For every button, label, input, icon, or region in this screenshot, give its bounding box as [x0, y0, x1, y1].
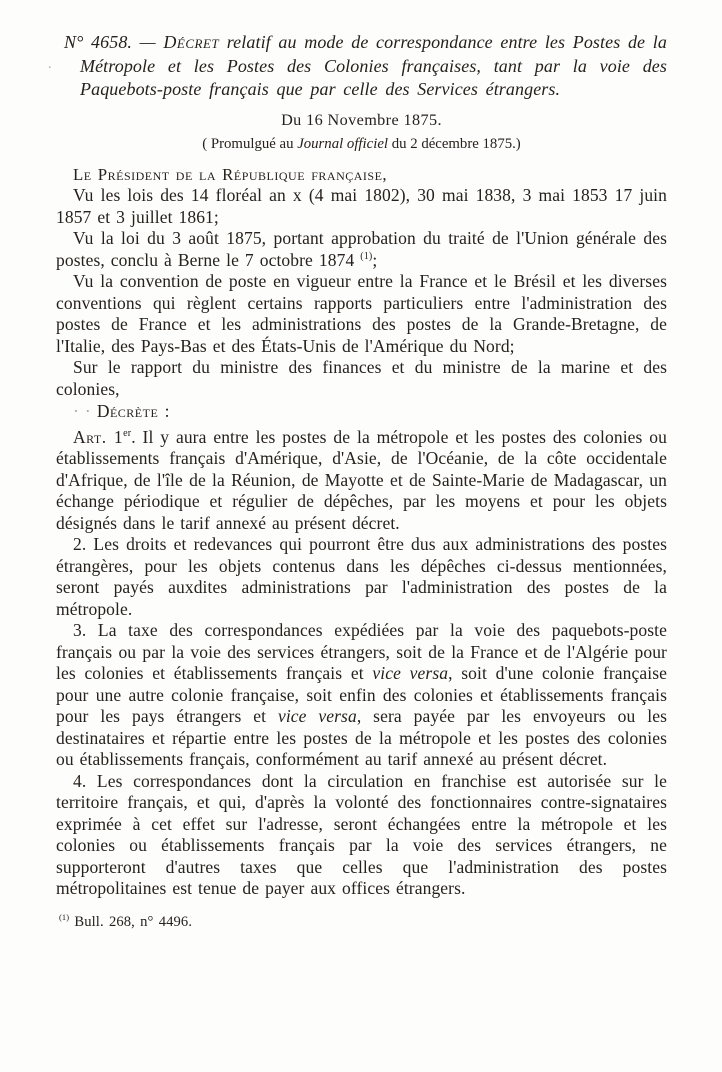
promulgation-open: ( Promulgué au: [202, 135, 294, 152]
article-1-ordinal: er: [123, 427, 132, 439]
decree-heading: [64, 31, 667, 102]
visa-2-text: Vu la loi du 3 août 1875, portant approbation du traité de l'Union générale des postes, conclu à Berne le 7 octobre 1874: [56, 228, 667, 270]
article-3-paragraph: [56, 620, 667, 771]
journal-officiel-title: Journal officiel: [297, 135, 389, 152]
vice-versa-1: vice versa: [372, 663, 449, 683]
vice-versa-2: vice versa: [277, 706, 357, 726]
promulgation-close: du 2 décembre 1875.): [391, 135, 521, 152]
decree-title: relatif au mode de correspondance entre les Postes de la Métropole et les Postes des Colonies françaises, tant par la voie des Paquebots-poste français que par celle des Services étrangers.: [80, 32, 667, 99]
article-1-label: Art. 1: [73, 426, 124, 447]
visa-2-end: ;: [372, 249, 378, 270]
visa-paragraph-3: Vu la convention de poste en vigueur entre la France et le Brésil et les diverses conventions qui règlent certains rapports particuliers entre l'administration des postes de France et les administrations des postes de la Grande-Bretagne, de l'Italie, des Pays-Bas et des États-Unis de l'Amérique du Nord;: [56, 271, 667, 356]
decrete-paragraph: [56, 401, 667, 423]
article-4-paragraph: 4. Les correspondances dont la circulation en franchise est autorisée sur le territoire français, et qui, d'après la volonté des fonctionnaires contre-signataires exprimée à cet effet sur l'adresse, seront échangées entre la métropole et les colonies ou établissements français par la voie des services étrangers, ne supporteront d'autres taxes que celles que l'administration des postes métropolitaines est tenue de payer aux offices étrangers.: [56, 770, 667, 898]
visa-paragraph-2: [56, 228, 667, 271]
decree-number: N° 4658. —: [64, 32, 156, 52]
decree-heading-wrap: [48, 31, 667, 102]
scan-artifact-dot: .: [48, 57, 52, 72]
footnote-reference-marker: (1): [360, 250, 373, 262]
decree-date: Du 16 Novembre 1875.: [281, 110, 442, 129]
footnote-marker: (1): [59, 911, 70, 922]
decree-word: Décret: [163, 32, 220, 52]
article-1-paragraph: [56, 427, 667, 535]
article-3-seg2: , soit d'une colonie française pour une autre colonie française, soit enfin des colonies et établissements français pour les pays étrangers et: [56, 663, 667, 726]
visa-paragraph-1: Vu les lois des 14 floréal an x (4 mai 1802), 30 mai 1838, 3 mai 1853 17 juin 1857 et 3 juillet 1861;: [56, 185, 667, 227]
article-1-text: . Il y aura entre les postes de la métropole et les postes des colonies ou établissements français d'Amérique, d'Asie, de l'Océanie, de la côte occidentale d'Afrique, de l'île de la Réunion, de Mayotte et de Sainte-Marie de Madagascar, un échange périodique et régulier de dépêches, par les moyens et pour les objets désignés dans le tarif annexé au présent décret.: [56, 426, 667, 533]
text-block: [48, 31, 667, 931]
salutation-paragraph: [56, 164, 667, 186]
scan-artifact-dots: · ·: [73, 401, 91, 421]
article-2-paragraph: 2. Les droits et redevances qui pourront être dus aux administrations des postes étrangères, pour les objets contenus dans les dépêches ci-dessus mentionnées, seront payés auxdites administrations par l'administration des postes de la métropole.: [56, 534, 667, 619]
salutation: Le Président de la République française,: [73, 164, 388, 184]
visa-paragraph-4: Sur le rapport du ministre des finances et du ministre de la marine et des colonies,: [56, 357, 667, 399]
footnote-text: Bull. 268, n° 4496.: [74, 913, 193, 930]
promulgation-line: [56, 135, 667, 153]
article-3-seg1: 3. La taxe des correspondances expédiées par la voie des paquebots-poste français ou par la voie des services étrangers, soit de la France et de l'Algérie pour les colonies et établissements français et: [56, 620, 667, 683]
decrete-word: Décrète :: [96, 401, 171, 421]
footnote: [59, 913, 667, 931]
article-3-seg3: , sera payée par les envoyeurs ou les destinataires et répartie entre les postes de la métropole et les postes des colonies ou établissements français, conformément au tarif annexé au présent décret.: [56, 706, 667, 769]
